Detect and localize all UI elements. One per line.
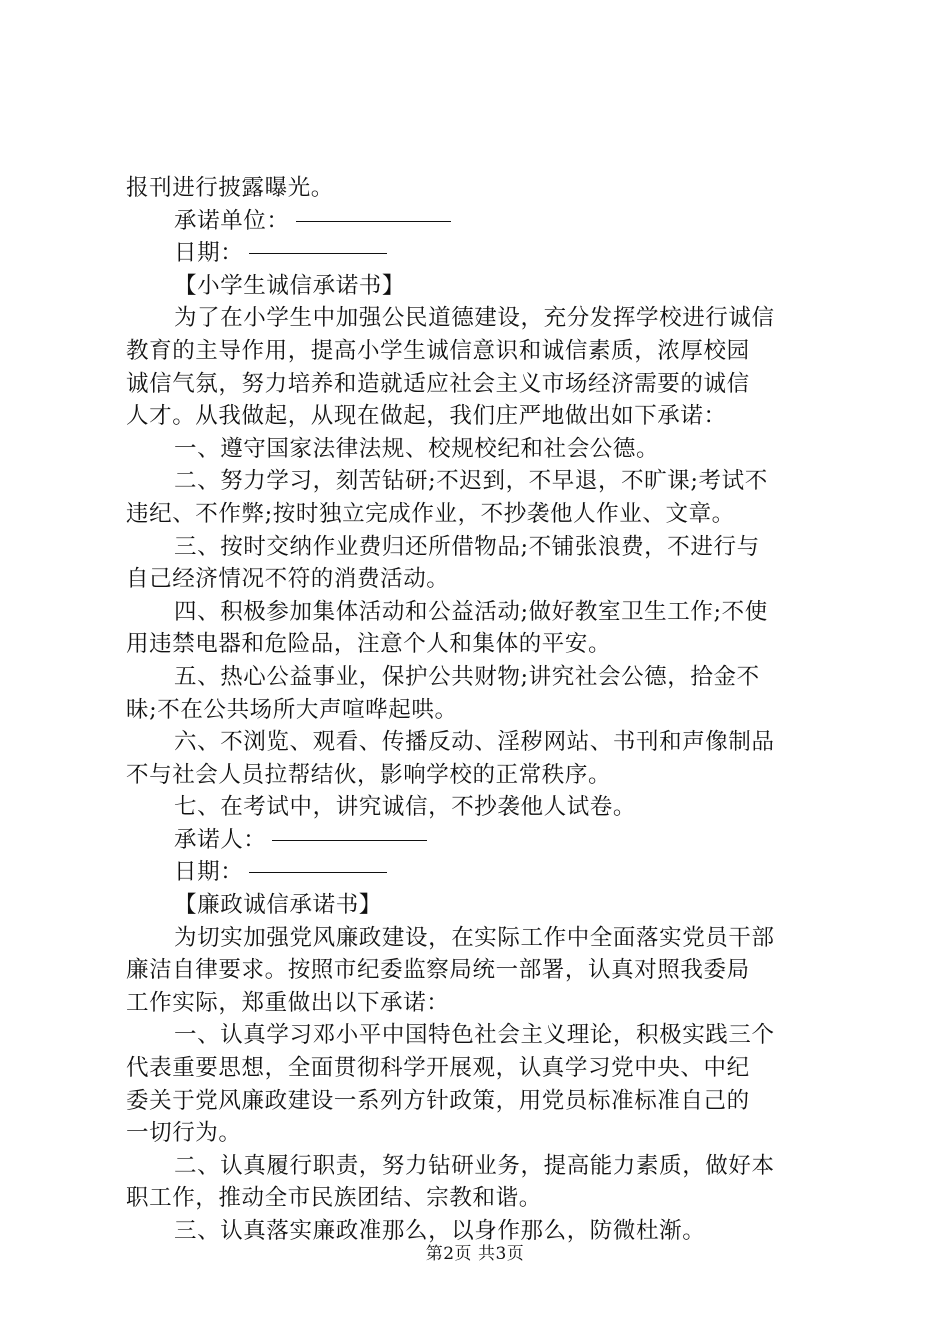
text-line-content: 七、在考试中，讲究诚信，不抄袭他人试卷。 xyxy=(174,794,637,821)
text-line xyxy=(126,759,838,792)
text-line-content: 为切实加强党风廉政建设，在实际工作中全面落实党员干部 xyxy=(174,924,775,951)
signature-blank xyxy=(249,252,387,254)
text-line xyxy=(126,1182,838,1215)
text-line xyxy=(126,531,838,564)
text-line-content: 代表重要思想，全面贯彻科学开展观，认真学习党中央、中纪 xyxy=(126,1055,750,1082)
text-line xyxy=(126,1052,838,1085)
page-footer: 第2页 共3页 xyxy=(425,1244,525,1264)
text-line xyxy=(126,726,838,759)
text-line xyxy=(126,628,838,661)
text-line-content: 六、不浏览、观看、传播反动、淫秽网站、书刊和声像制品 xyxy=(174,729,775,756)
text-line-content: 二、认真履行职责，努力钻研业务，提高能力素质，做好本 xyxy=(174,1152,775,1179)
text-line-content: 廉洁自律要求。按照市纪委监察局统一部署，认真对照我委局 xyxy=(126,957,750,984)
text-line xyxy=(126,465,838,498)
text-line-content: 三、按时交纳作业费归还所借物品;不铺张浪费，不进行与 xyxy=(174,533,760,560)
text-line-content: 【廉政诚信承诺书】 xyxy=(174,892,382,919)
text-line xyxy=(126,1117,838,1150)
text-line-content: 用违禁电器和危险品，注意个人和集体的平安。 xyxy=(126,631,612,658)
text-line-content: 报刊进行披露曝光。 xyxy=(126,175,334,201)
signature-blank xyxy=(272,839,427,841)
text-line xyxy=(126,1150,838,1183)
text-line xyxy=(126,400,838,433)
text-line xyxy=(126,302,838,335)
text-line-content: 工作实际，郑重做出以下承诺： xyxy=(126,989,450,1016)
text-line xyxy=(126,270,838,303)
signature-blank xyxy=(249,871,387,873)
text-line-content: 不与社会人员拉帮结伙，影响学校的正常秩序。 xyxy=(126,761,612,788)
text-line xyxy=(126,596,838,629)
text-line-content: 职工作，推动全市民族团结、宗教和谐。 xyxy=(126,1185,542,1212)
text-line-content: 一、认真学习邓小平中国特色社会主义理论，积极实践三个 xyxy=(174,1022,775,1049)
text-line-content: 一、遵守国家法律法规、校规校纪和社会公德。 xyxy=(174,435,660,462)
text-line-content: 承诺人： xyxy=(174,826,267,853)
signature-blank xyxy=(296,220,451,222)
text-line-content: 委关于党风廉政建设一系列方针政策，用党员标准标准自己的 xyxy=(126,1087,750,1114)
text-line xyxy=(126,954,838,987)
text-line xyxy=(126,205,838,238)
text-line xyxy=(126,856,838,889)
text-line-content: 昧;不在公共场所大声喧哗起哄。 xyxy=(126,696,458,723)
text-line xyxy=(126,824,838,857)
text-line xyxy=(126,791,838,824)
text-line-content: 二、努力学习，刻苦钻研;不迟到，不早退，不旷课;考试不 xyxy=(174,468,768,495)
text-line-content: 三、认真落实廉政准那么，以身作那么，防微杜渐。 xyxy=(174,1218,706,1244)
text-line-content: 违纪、不作弊;按时独立完成作业，不抄袭他人作业、文章。 xyxy=(126,500,735,527)
text-line xyxy=(126,987,838,1020)
text-line-content: 四、积极参加集体活动和公益活动;做好教室卫生工作;不使 xyxy=(174,598,768,625)
text-line-content: 诚信气氛，努力培养和造就适应社会主义市场经济需要的诚信 xyxy=(126,370,750,397)
document-body xyxy=(126,172,838,1248)
text-line xyxy=(126,498,838,531)
text-line xyxy=(126,694,838,727)
text-line xyxy=(126,433,838,466)
text-line-content: 日期： xyxy=(174,240,244,267)
text-line-content: 教育的主导作用，提高小学生诚信意识和诚信素质，浓厚校园 xyxy=(126,337,750,364)
text-line xyxy=(126,1085,838,1118)
text-line xyxy=(126,237,838,270)
text-line xyxy=(126,922,838,955)
text-line-content: 日期： xyxy=(174,859,244,886)
text-line xyxy=(126,368,838,401)
text-line-content: 一切行为。 xyxy=(126,1120,242,1147)
text-line-content: 为了在小学生中加强公民道德建设，充分发挥学校进行诚信 xyxy=(174,305,775,332)
text-line xyxy=(126,889,838,922)
text-line xyxy=(126,335,838,368)
text-line xyxy=(126,172,838,205)
text-line-content: 五、热心公益事业，保护公共财物;讲究社会公德，拾金不 xyxy=(174,663,760,690)
text-line-content: 承诺单位： xyxy=(174,207,290,234)
text-line-content: 自己经济情况不符的消费活动。 xyxy=(126,566,450,593)
text-line-content: 【小学生诚信承诺书】 xyxy=(174,272,406,299)
text-line xyxy=(126,1019,838,1052)
text-line xyxy=(126,661,838,694)
text-line xyxy=(126,563,838,596)
text-line-content: 人才。从我做起，从现在做起，我们庄严地做出如下承诺： xyxy=(126,403,727,430)
